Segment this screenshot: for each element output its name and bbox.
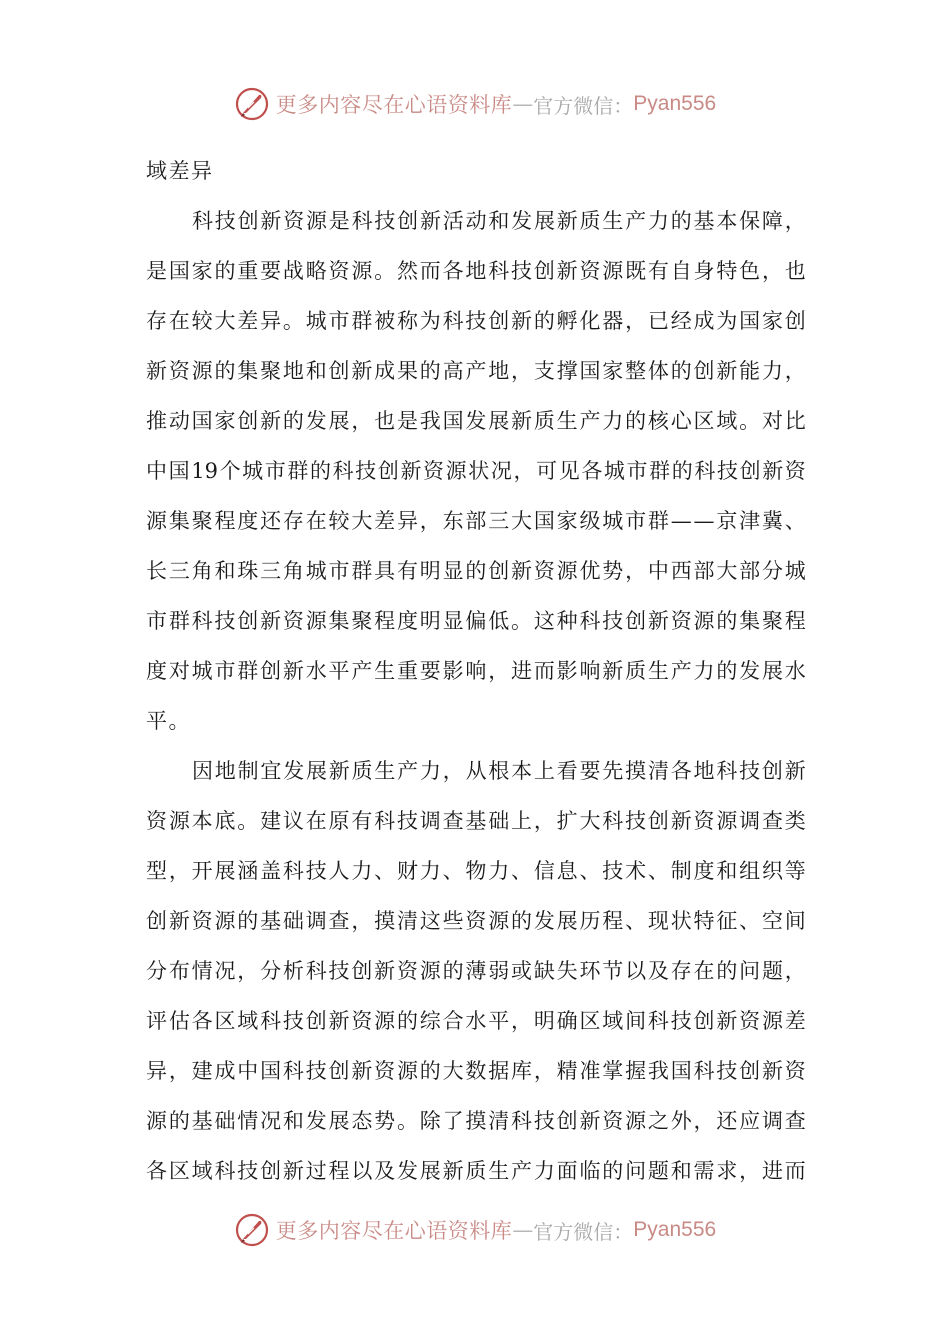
document-body bbox=[146, 146, 806, 1196]
text-line: 科 技 创 新 资 源 是 科 技 创 新 活 动 和 发 展 新 质 生 产 力 的 基 本 保 障 ， bbox=[192, 209, 806, 233]
text-line: 域差异 bbox=[146, 159, 214, 183]
text-line: 长 三 角 和 珠 三 角 城 市 群 具 有 明 显 的 创 新 资 源 优 势 ， 中 西 部 大 部 分 城 bbox=[146, 559, 806, 583]
watermark-official-label: 官方微信： bbox=[533, 1219, 634, 1244]
text-line: 中 国 19 个 城 市 群 的 科 技 创 新 资 源 状 况 ， 可 见 各 城 市 群 的 科 技 创 新 资 bbox=[146, 459, 806, 483]
watermark-main-text: 更多内容尽在心语资料库 bbox=[275, 1219, 513, 1243]
text-line: 分 布 情 况 ， 分 析 科 技 创 新 资 源 的 薄 弱 或 缺 失 环 节 以 及 存 在 的 问 题 ， bbox=[146, 959, 806, 983]
text-line: 创 新 资 源 的 基 础 调 查 ， 摸 清 这 些 资 源 的 发 展 历 程 、 现 状 特 征 、 空 间 bbox=[146, 909, 806, 933]
text-line: 因 地 制 宜 发 展 新 质 生 产 力 ， 从 根 本 上 看 要 先 摸 清 各 地 科 技 创 新 bbox=[192, 759, 806, 783]
watermark-official-label: 官方微信： bbox=[533, 93, 634, 118]
watermark-footer bbox=[0, 1210, 950, 1250]
text-line: 新 资 源 的 集 聚 地 和 创 新 成 果 的 高 产 地 ， 支 撑 国 家 整 体 的 创 新 能 力 ， bbox=[146, 359, 806, 383]
watermark-wechat-id: Pyan556 bbox=[633, 92, 717, 115]
text-line: 资 源 本 底 。 建 议 在 原 有 科 技 调 查 基 础 上 ， 扩 大 科 技 创 新 资 源 调 查 类 bbox=[146, 809, 806, 833]
text-line: 存 在 较 大 差 异 。 城 市 群 被 称 为 科 技 创 新 的 孵 化 器 ， 已 经 成 为 国 家 创 bbox=[146, 309, 806, 333]
text-line: 评 估 各 区 域 科 技 创 新 资 源 的 综 合 水 平 ， 明 确 区 域 间 科 技 创 新 资 源 差 bbox=[146, 1009, 806, 1033]
text-line: 是 国 家 的 重 要 战 略 资 源 。 然 而 各 地 科 技 创 新 资 源 既 有 自 身 特 色 ， 也 bbox=[146, 259, 806, 283]
quill-pen-icon bbox=[234, 1212, 270, 1248]
text-line: 市 群 科 技 创 新 资 源 集 聚 程 度 明 显 偏 低 。 这 种 科 技 创 新 资 源 的 集 聚 程 bbox=[146, 609, 806, 633]
text-line: 型 ， 开 展 涵 盖 科 技 人 力 、 财 力 、 物 力 、 信 息 、 技 术 、 制 度 和 组 织 等 bbox=[146, 859, 806, 883]
text-line: 平。 bbox=[146, 709, 191, 733]
watermark-header bbox=[0, 84, 950, 124]
text-line: 度 对 城 市 群 创 新 水 平 产 生 重 要 影 响 ， 进 而 影 响 新 质 生 产 力 的 发 展 水 bbox=[146, 659, 806, 683]
text-line: 源 集 聚 程 度 还 存 在 较 大 差 异 ， 东 部 三 大 国 家 级 城 市 群 — — 京 津 冀 、 bbox=[146, 509, 806, 533]
text-line: 异 ， 建 成 中 国 科 技 创 新 资 源 的 大 数 据 库 ， 精 准 掌 握 我 国 科 技 创 新 资 bbox=[146, 1059, 806, 1083]
watermark-separator: — bbox=[512, 1218, 534, 1242]
watermark-main-text: 更多内容尽在心语资料库 bbox=[275, 93, 513, 117]
watermark-separator: — bbox=[512, 92, 534, 116]
text-line: 源 的 基 础 情 况 和 发 展 态 势 。 除 了 摸 清 科 技 创 新 资 源 之 外 ， 还 应 调 查 bbox=[146, 1109, 806, 1133]
text-line: 各 区 域 科 技 创 新 过 程 以 及 发 展 新 质 生 产 力 面 临 的 问 题 和 需 求 ， 进 而 bbox=[146, 1159, 806, 1183]
quill-pen-icon bbox=[234, 86, 270, 122]
watermark-wechat-id: Pyan556 bbox=[633, 1218, 717, 1241]
text-line: 推 动 国 家 创 新 的 发 展 ， 也 是 我 国 发 展 新 质 生 产 力 的 核 心 区 域 。 对 比 bbox=[146, 409, 806, 433]
